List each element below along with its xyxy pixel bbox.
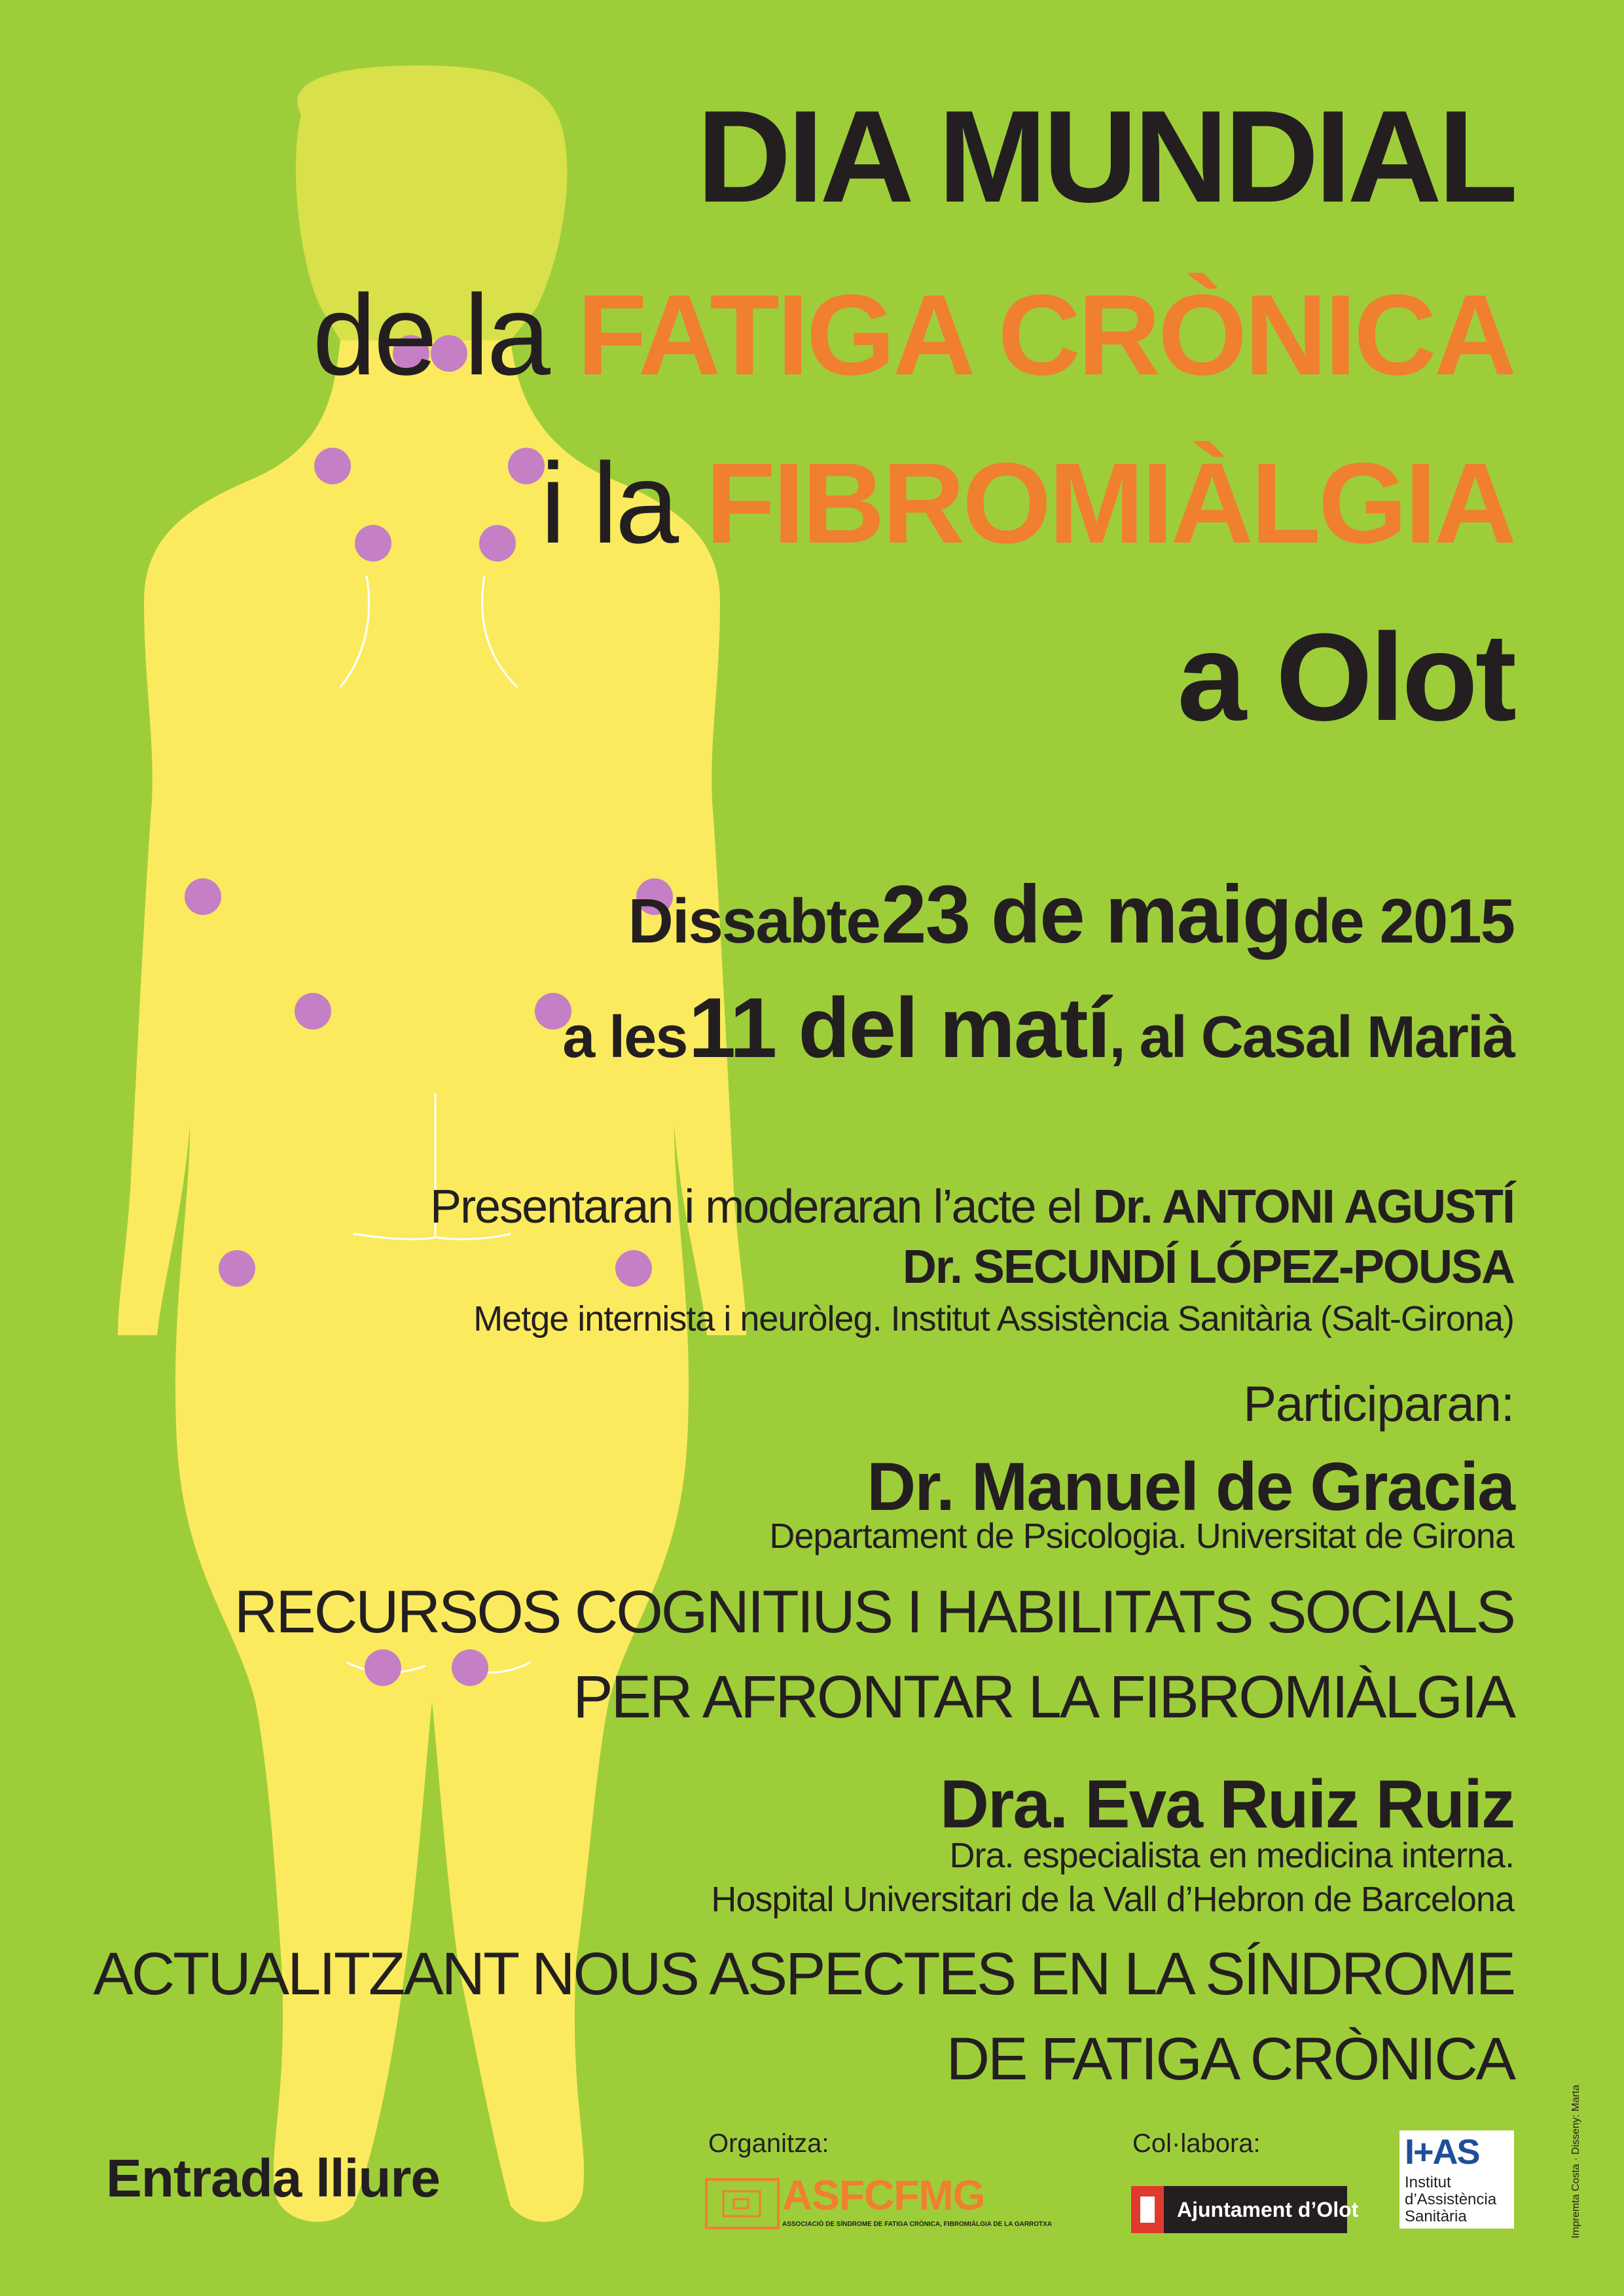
event-date: 23 de maig: [881, 869, 1291, 960]
organizer-label: Organitza:: [708, 2129, 829, 2158]
ajuntament-text: Ajuntament d’Olot: [1177, 2198, 1359, 2221]
event-time-prefix: a les: [562, 1005, 687, 1070]
event-time: 11 del matí: [688, 980, 1110, 1075]
tender-point: [615, 1250, 652, 1287]
event-time-line: [562, 980, 1514, 1075]
organizer-logo-text: ASFCFMG: [782, 2172, 985, 2219]
ias-logo-mark: I+AS: [1405, 2132, 1479, 2172]
tender-point: [314, 448, 351, 484]
ias-line-1: Institut: [1405, 2174, 1451, 2191]
asfcfmg-emblem: [704, 2173, 782, 2232]
ias-line-2: d’Assistència: [1405, 2191, 1497, 2208]
title-line-3-prefix: i la: [540, 440, 677, 567]
speaker-1-name: Dr. Manuel de Gracia: [867, 1449, 1514, 1525]
moderators-intro: Presentaran i moderaran l’acte el: [430, 1181, 1093, 1233]
entrance-text: Entrada lliure: [106, 2149, 441, 2208]
speaker-1-talk-line-1: RECURSOS COGNITIUS I HABILITATS SOCIALS: [234, 1579, 1514, 1645]
torso-and-limbs: [118, 340, 746, 2222]
title-line-4: a Olot: [1177, 608, 1514, 747]
ajuntament-emblem: [1131, 2186, 1164, 2233]
ias-line-3: Sanitària: [1405, 2208, 1467, 2225]
speaker-2-talk-line-2: DE FATIGA CRÒNICA: [946, 2026, 1514, 2092]
speaker-2-talk-line-1: ACTUALITZANT NOUS ASPECTES EN LA SÍNDROME: [93, 1941, 1514, 2007]
moderator-1-name: Dr. ANTONI AGUSTÍ: [1092, 1181, 1514, 1233]
tender-point: [219, 1250, 255, 1287]
moderator-role: Metge internista i neuròleg. Institut Assistència Sanitària (Salt-Girona): [473, 1299, 1514, 1338]
event-day: Dissabte: [628, 886, 880, 956]
title-fatiga-cronica: FATIGA CRÒNICA: [577, 272, 1514, 399]
event-date-line: [628, 869, 1514, 960]
tender-point: [365, 1649, 401, 1686]
speaker-2-affiliation-line-1: Dra. especialista en medicina interna.: [949, 1836, 1514, 1875]
title-fibromialgia: FIBROMIÀLGIA: [705, 440, 1514, 567]
title-line-2: [312, 272, 1514, 399]
participants-label: Participaran:: [1243, 1376, 1514, 1432]
organizer-logo-subtext: ASSOCIACIÓ DE SÍNDROME DE FATIGA CRÒNICA, FIBROMIÀLGIA DE LA GARROTXA: [782, 2221, 1053, 2228]
tender-point: [355, 525, 391, 562]
title-line-3: [540, 440, 1514, 567]
tender-point: [479, 525, 516, 562]
speaker-2-affiliation-line-2: Hospital Universitari de la Vall d’Hebron de Barcelona: [711, 1880, 1514, 1919]
speaker-2-name: Dra. Eva Ruiz Ruiz: [939, 1767, 1514, 1842]
print-credits: Impremta Costa · Disseny: Marta: [1570, 2085, 1581, 2238]
event-place: , al Casal Marià: [1109, 1005, 1514, 1070]
moderators-intro-line: [430, 1181, 1514, 1233]
event-year: de 2015: [1292, 886, 1514, 956]
speaker-1-talk-line-2: PER AFRONTAR LA FIBROMIÀLGIA: [573, 1664, 1514, 1731]
tender-point: [508, 448, 545, 484]
ajuntament-logo: [1131, 2186, 1359, 2233]
tender-point: [185, 878, 221, 915]
moderator-2-name: Dr. SECUNDÍ LÓPEZ-POUSA: [902, 1241, 1514, 1293]
tender-point: [295, 993, 331, 1030]
title-line-2-prefix: de la: [312, 272, 548, 399]
title-line-1: DIA MUNDIAL: [696, 84, 1514, 230]
tender-point: [452, 1649, 488, 1686]
collaborator-label: Col·labora:: [1132, 2129, 1261, 2158]
organizer-logo: [704, 2172, 1053, 2235]
speaker-1-affiliation: Departament de Psicologia. Universitat de Girona: [769, 1516, 1514, 1556]
ias-logo: [1399, 2130, 1514, 2229]
